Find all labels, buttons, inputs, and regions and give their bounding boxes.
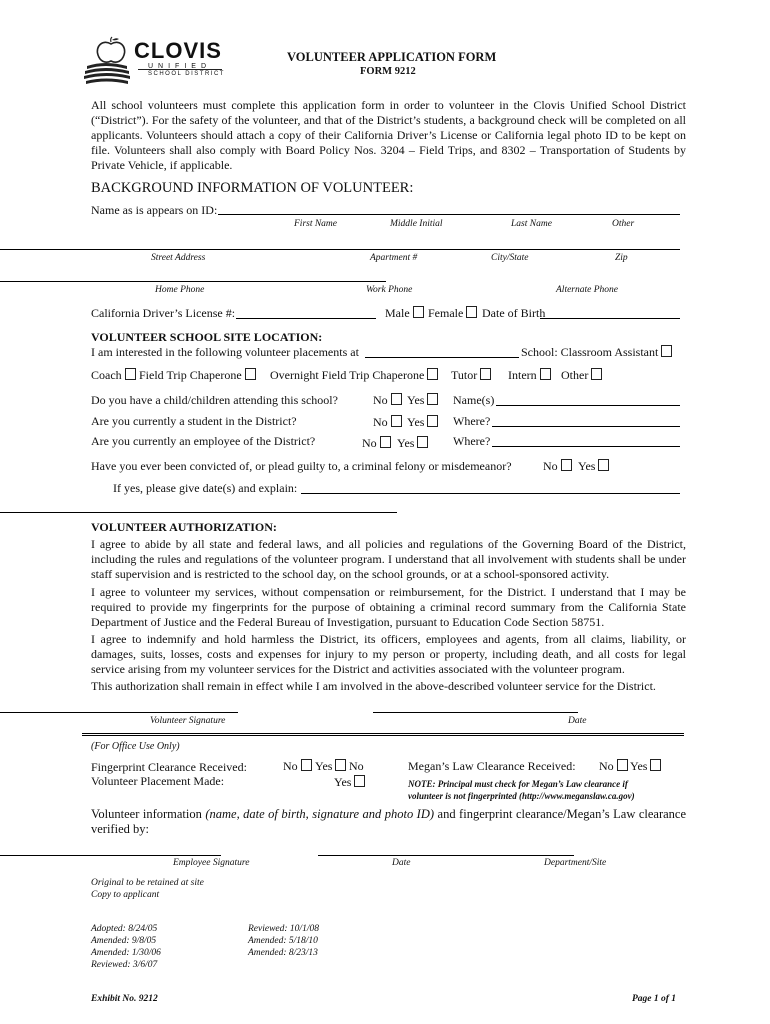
coach-option[interactable] bbox=[91, 368, 136, 383]
history-entry: Reviewed: 10/1/08 bbox=[248, 924, 319, 934]
tutor-option[interactable] bbox=[451, 368, 491, 383]
district-logo bbox=[82, 36, 227, 86]
no-label: No bbox=[373, 393, 388, 407]
yes-label: Yes bbox=[630, 759, 648, 773]
no-checkbox[interactable] bbox=[391, 393, 402, 405]
student-where-field[interactable] bbox=[492, 426, 680, 427]
form-number: FORM 9212 bbox=[360, 66, 416, 77]
child-yes-option[interactable] bbox=[407, 393, 438, 408]
no-label: No bbox=[362, 436, 377, 450]
no-checkbox[interactable] bbox=[617, 759, 628, 771]
classroom-checkbox[interactable] bbox=[661, 345, 672, 357]
history-entry: Amended: 5/18/10 bbox=[248, 936, 318, 946]
history-entry: Adopted: 8/24/05 bbox=[91, 924, 158, 934]
tutor-label: Tutor bbox=[451, 368, 478, 382]
logo-district: SCHOOL DISTRICT bbox=[148, 71, 225, 77]
female-label: Female bbox=[428, 306, 464, 320]
employee-date-caption: Date bbox=[392, 858, 411, 868]
volunteer-signature-field[interactable] bbox=[0, 712, 238, 713]
authorization-paragraph-2: I agree to volunteer my services, without compensation or reimbursement, for the District. I understand that I may be required to provide my fingerprints for the purpose of obtaining a criminal record summary from the California State Department of Justice and the Federal Bureau of Investigation, pursuant to Education Code Section 58751. bbox=[91, 585, 686, 629]
megans-no-option[interactable] bbox=[599, 759, 628, 774]
history-entry: Amended: 9/8/05 bbox=[91, 936, 157, 946]
alternate-phone-caption: Alternate Phone bbox=[556, 285, 618, 295]
employee-where-field[interactable] bbox=[492, 446, 680, 447]
other-caption: Other bbox=[612, 219, 635, 229]
q-convicted: Have you ever been convicted of, or plead guilty to, a criminal felony or misdemeanor? bbox=[91, 459, 512, 473]
intern-option[interactable] bbox=[508, 368, 551, 383]
history-entry: Amended: 8/23/13 bbox=[248, 948, 318, 958]
yes-checkbox[interactable] bbox=[417, 436, 428, 448]
last-name-caption: Last Name bbox=[511, 219, 552, 229]
intro-paragraph: All school volunteers must complete this application form in order to volunteer in the Clovis Unified School District (“District”). For the safety of the volunteer, and that of the District’s students, a background check will be completed on all applicants. Volunteers should attach a copy of their California Driver’s License or California legal photo ID to be kept on file. Volunteers shall also comply with Board Policy Nos. 3204 – Field Trips, and 8302 – Transportation of Students by Private Vehicle, if applicable. bbox=[91, 98, 686, 172]
yes-label: Yes bbox=[407, 415, 425, 429]
names-label: Name(s) bbox=[453, 393, 495, 407]
page-number: Page 1 of 1 bbox=[632, 994, 677, 1004]
male-label: Male bbox=[385, 306, 410, 320]
volunteer-date-field[interactable] bbox=[373, 712, 578, 713]
no-checkbox[interactable] bbox=[391, 415, 402, 427]
fingerprint-label: Fingerprint Clearance Received: bbox=[91, 760, 247, 774]
fingerprint-no-option-2[interactable] bbox=[349, 759, 364, 774]
no-label: No bbox=[283, 759, 298, 773]
megans-label: Megan’s Law Clearance Received: bbox=[408, 759, 576, 773]
office-use-label: (For Office Use Only) bbox=[91, 741, 180, 752]
name-field[interactable] bbox=[218, 214, 680, 215]
megans-yes-option[interactable] bbox=[630, 759, 661, 774]
fingerprint-yes-option[interactable] bbox=[315, 759, 346, 774]
yes-label: Yes bbox=[315, 759, 333, 773]
name-label: Name as is appears on ID: bbox=[91, 203, 218, 217]
dob-field[interactable] bbox=[540, 318, 680, 319]
background-heading: BACKGROUND INFORMATION OF VOLUNTEER: bbox=[91, 180, 414, 196]
tutor-checkbox[interactable] bbox=[480, 368, 491, 380]
other-option[interactable] bbox=[561, 368, 602, 383]
explain-field[interactable] bbox=[301, 493, 680, 494]
q-student: Are you currently a student in the District? bbox=[91, 414, 297, 428]
q-child: Do you have a child/children attending this school? bbox=[91, 393, 338, 407]
yes-label: Yes bbox=[578, 459, 596, 473]
employee-no-option[interactable] bbox=[362, 436, 391, 451]
placement-label: Volunteer Placement Made: bbox=[91, 774, 225, 788]
authorization-paragraph-4: This authorization shall remain in effect while I am involved in the above-described volunteer service for the District. bbox=[91, 679, 656, 693]
original-note: Original to be retained at site bbox=[91, 878, 204, 888]
employee-signature-field[interactable] bbox=[0, 855, 221, 856]
female-option[interactable] bbox=[428, 306, 477, 321]
yes-label: Yes bbox=[407, 393, 425, 407]
no-checkbox[interactable] bbox=[380, 436, 391, 448]
yes-checkbox[interactable] bbox=[427, 415, 438, 427]
yes-checkbox[interactable] bbox=[598, 459, 609, 471]
other-label: Other bbox=[561, 368, 589, 382]
department-site-caption: Department/Site bbox=[544, 858, 607, 868]
classroom-label: School: Classroom Assistant bbox=[521, 345, 659, 359]
volunteer-date-caption: Date bbox=[568, 716, 587, 726]
form-title: VOLUNTEER APPLICATION FORM bbox=[287, 50, 497, 64]
student-no-option[interactable] bbox=[373, 415, 402, 430]
no-checkbox[interactable] bbox=[561, 459, 572, 471]
city-state-caption: City/State bbox=[491, 253, 529, 263]
field-trip-checkbox[interactable] bbox=[245, 368, 256, 380]
q-employee: Are you currently an employee of the District? bbox=[91, 434, 316, 448]
classroom-option[interactable] bbox=[521, 345, 672, 360]
middle-initial-caption: Middle Initial bbox=[390, 219, 443, 229]
where-label: Where? bbox=[453, 414, 491, 428]
no-label: No bbox=[599, 759, 614, 773]
history-left bbox=[91, 923, 161, 971]
interest-label: I am interested in the following volunteer placements at bbox=[91, 345, 359, 359]
address-field[interactable] bbox=[0, 249, 386, 250]
yes-checkbox[interactable] bbox=[427, 393, 438, 405]
intern-label: Intern bbox=[508, 368, 537, 382]
overnight-checkbox[interactable] bbox=[427, 368, 438, 380]
authorization-paragraph-3: I agree to indemnify and hold harmless the District, its officers, employees and agents, from all claims, liability, or damages, suits, losses, costs and expenses for injury to my person or property, including death, and all costs for legal service arising from my volunteer services for the District and activities associated with the volunteer program. bbox=[91, 632, 686, 676]
history-entry: Reviewed: 3/6/07 bbox=[91, 960, 158, 970]
note-line-1: NOTE: Principal must check for Megan’s Law clearance if bbox=[408, 779, 628, 789]
history-right bbox=[248, 923, 319, 959]
employee-signature-caption: Employee Signature bbox=[173, 858, 250, 868]
employee-date-field[interactable] bbox=[318, 855, 574, 856]
license-field[interactable] bbox=[236, 318, 376, 319]
no-label: No bbox=[349, 759, 364, 773]
site-field[interactable] bbox=[365, 357, 519, 358]
first-name-caption: First Name bbox=[294, 219, 338, 229]
child-no-option[interactable] bbox=[373, 393, 402, 408]
city-zip-field[interactable] bbox=[386, 249, 680, 250]
verification-plain-1: Volunteer information bbox=[91, 807, 202, 821]
verification-italic: (name, date of birth, signature and photo ID) bbox=[205, 807, 435, 821]
authorization-heading: VOLUNTEER AUTHORIZATION: bbox=[91, 520, 277, 534]
placement-yes-option[interactable] bbox=[334, 775, 365, 790]
logo-unified: UNIFIED bbox=[148, 63, 211, 70]
overnight-label: Overnight Field Trip Chaperone bbox=[270, 368, 425, 382]
male-checkbox[interactable] bbox=[413, 306, 424, 318]
if-yes-label: If yes, please give date(s) and explain: bbox=[113, 481, 298, 495]
apartment-caption: Apartment # bbox=[370, 253, 418, 263]
yes-label: Yes bbox=[397, 436, 415, 450]
exhibit-number: Exhibit No. 9212 bbox=[91, 994, 158, 1004]
logo-name: CLOVIS bbox=[134, 38, 222, 63]
home-phone-caption: Home Phone bbox=[155, 285, 205, 295]
zip-caption: Zip bbox=[615, 253, 628, 263]
employee-yes-option[interactable] bbox=[397, 436, 428, 451]
verification-text bbox=[91, 807, 686, 837]
license-label: California Driver’s License #: bbox=[91, 306, 236, 320]
convicted-no-option[interactable] bbox=[543, 459, 572, 474]
dob-label: Date of Birth bbox=[482, 306, 546, 320]
verification-plain-2: and fingerprint clearance/Megan’s Law clearance verified by: bbox=[91, 807, 687, 836]
volunteer-signature-caption: Volunteer Signature bbox=[150, 716, 226, 726]
history-entry: Amended: 1/30/06 bbox=[91, 948, 161, 958]
yes-label: Yes bbox=[334, 775, 352, 789]
male-option[interactable] bbox=[385, 306, 424, 321]
convicted-yes-option[interactable] bbox=[578, 459, 609, 474]
yes-checkbox[interactable] bbox=[354, 775, 365, 787]
field-trip-option[interactable] bbox=[139, 368, 256, 383]
site-heading: VOLUNTEER SCHOOL SITE LOCATION: bbox=[91, 330, 323, 344]
explain-field-2[interactable] bbox=[0, 512, 397, 513]
no-label: No bbox=[543, 459, 558, 473]
student-yes-option[interactable] bbox=[407, 415, 438, 430]
yes-checkbox[interactable] bbox=[335, 759, 346, 771]
yes-checkbox[interactable] bbox=[650, 759, 661, 771]
overnight-option[interactable] bbox=[270, 368, 438, 383]
copy-note: Copy to applicant bbox=[91, 890, 160, 900]
street-address-caption: Street Address bbox=[151, 253, 206, 263]
no-checkbox[interactable] bbox=[301, 759, 312, 771]
apple-books-icon bbox=[82, 36, 134, 86]
office-divider bbox=[82, 733, 684, 736]
fingerprint-no-option[interactable] bbox=[283, 759, 312, 774]
where-label: Where? bbox=[453, 434, 491, 448]
no-label: No bbox=[373, 415, 388, 429]
field-trip-label: Field Trip Chaperone bbox=[139, 368, 242, 382]
authorization-paragraph-1: I agree to abide by all state and federal laws, and all policies and regulations of the Governing Board of the District, including the rules and regulations of the volunteer program. I understand that all involvement with students shall be under staff supervision and is restricted to the school day, on the school grounds, or at a school-sponsored activity. bbox=[91, 537, 686, 581]
coach-label: Coach bbox=[91, 368, 122, 382]
names-field[interactable] bbox=[496, 405, 680, 406]
intern-checkbox[interactable] bbox=[540, 368, 551, 380]
phone-field[interactable] bbox=[0, 281, 386, 282]
work-phone-caption: Work Phone bbox=[366, 285, 413, 295]
note-line-2: volunteer is not fingerprinted (http://www.meganslaw.ca.gov) bbox=[408, 791, 635, 801]
female-checkbox[interactable] bbox=[466, 306, 477, 318]
coach-checkbox[interactable] bbox=[125, 368, 136, 380]
other-checkbox[interactable] bbox=[591, 368, 602, 380]
